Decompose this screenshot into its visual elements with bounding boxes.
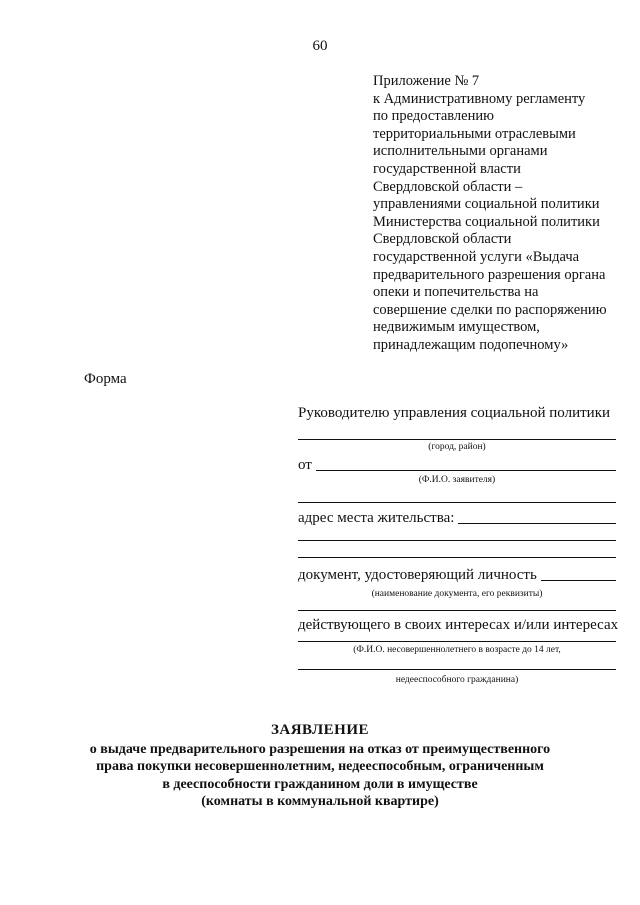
address-blank-line-3[interactable] [298,541,616,558]
incapable-blank-line[interactable] [298,665,616,670]
address-blank-line[interactable] [458,522,616,524]
appendix-line: предварительного разрешения органа [373,266,606,283]
statement-title-line: в дееспособности гражданином доли в имуществе [162,776,478,792]
document-label: документ, удостоверяющий личность [298,567,537,583]
document-blank-line[interactable] [541,579,616,581]
appendix-line: недвижимым имуществом, [373,319,540,336]
document-blank-line-2[interactable] [298,601,616,611]
fio-hint: (Ф.И.О. заявителя) [418,475,496,485]
incapable-hint: недееспособного гражданина) [395,675,519,685]
appendix-line: государственной услуги «Выдача [373,248,580,265]
appendix-line: опеки и попечительства на [373,284,539,301]
statement-title-line: о выдаче предварительного разрешения на отказ от преимущественного [89,741,551,757]
addressee-block [298,405,619,685]
document-hint: (наименование документа, его реквизиты) [371,589,543,599]
appendix-line: Приложение № 7 [373,73,480,89]
address-row [298,508,616,527]
appendix-line: Свердловской области [373,231,512,248]
appendix-line: к Административному регламенту [373,90,586,107]
appendix-line: территориальными отраслевыми [373,125,576,142]
minor-hint: (Ф.И.О. несовершеннолетнего в возрасте до 14 лет, [353,645,561,655]
appendix-block [373,73,628,355]
from-label: от [298,457,312,473]
page-number: 60 [312,38,328,54]
city-blank-line[interactable] [298,427,616,440]
statement-title-block [60,722,580,811]
minor-blank-line[interactable] [298,637,616,642]
appendix-line: Свердловской области – [373,178,523,195]
appendix-line: исполнительными органами [373,143,548,160]
appendix-line: совершение сделки по распоряжению [373,301,607,318]
statement-heading: ЗАЯВЛЕНИЕ [270,722,370,738]
address-blank-line-2[interactable] [298,527,616,541]
statement-title-line: (комнаты в коммунальной квартире) [201,794,439,809]
appendix-line: принадлежащим подопечному» [373,336,569,353]
from-blank-line[interactable] [316,469,616,471]
form-label: Форма [84,371,127,387]
fio-blank-line-2[interactable] [298,489,616,503]
address-label: адрес места жительства: [298,510,455,526]
document-row [298,564,616,584]
addressee-to: Руководителю управления социальной политики [298,405,611,421]
city-hint: (город, район) [428,442,486,452]
acting-label: действующего в своих интересах и/или интересах [298,617,619,633]
from-row [298,457,616,474]
appendix-line: государственной власти [373,160,521,177]
statement-title-line: права покупки несовершеннолетним, недееспособным, ограниченным [96,759,544,774]
appendix-line: по предоставлению [373,108,494,125]
appendix-line: управлениями социальной политики [373,196,600,213]
appendix-line: Министерства социальной политики [373,213,600,230]
